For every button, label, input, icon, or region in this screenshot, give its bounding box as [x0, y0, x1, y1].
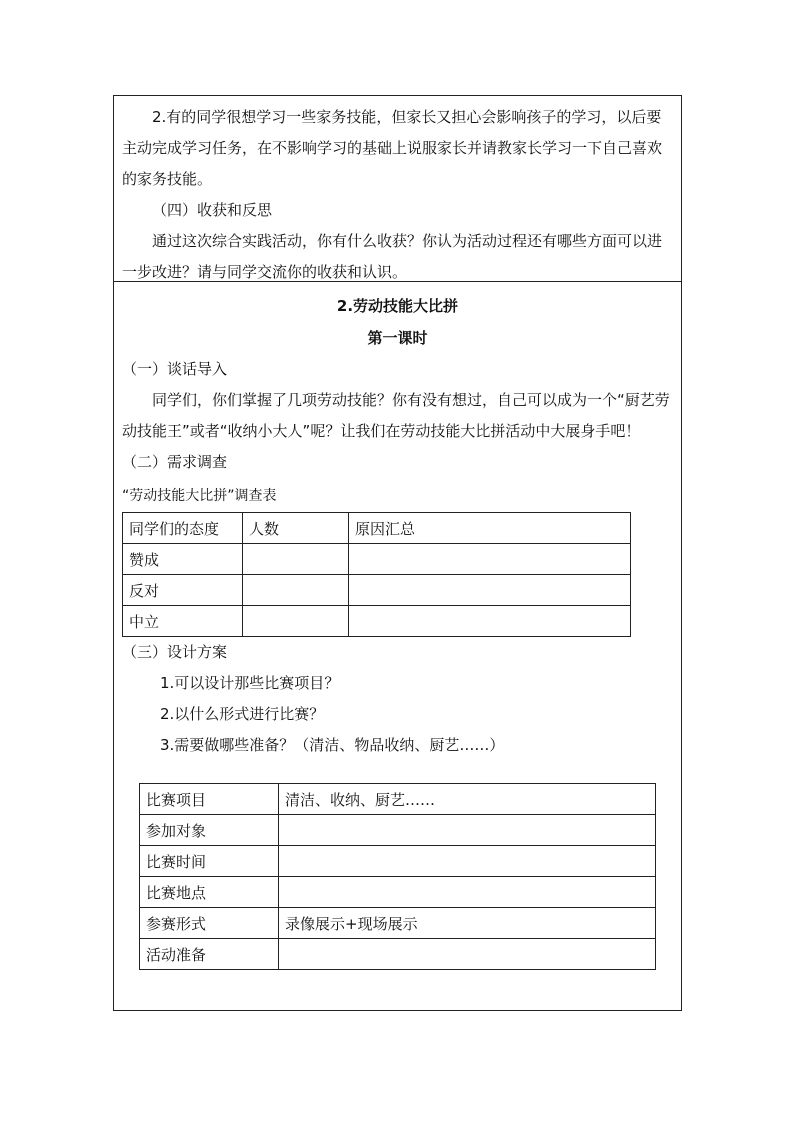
table-cell: 参赛形式 [140, 908, 279, 939]
heading-survey: （二）需求调查 [122, 453, 228, 471]
table-cell: 清洁、收纳、厨艺…… [279, 784, 656, 815]
heading-design-plan: （三）设计方案 [122, 643, 228, 661]
table-cell: 反对 [123, 575, 243, 606]
table-cell [279, 939, 656, 970]
heading-harvest-reflection: （四）收获和反思 [152, 201, 273, 219]
lesson-subtitle: 第一课时 [367, 329, 428, 347]
survey-table [122, 512, 631, 637]
paragraph-intro: 同学们，你们掌握了几项劳动技能？你有没有想过，自己可以成为一个“厨艺劳动技能王”或者“收纳小大人”呢？让我们在劳动技能大比拼活动中大展身手吧！ [122, 391, 670, 440]
lesson-title: 2.劳动技能大比拼 [336, 297, 459, 315]
table-row [140, 939, 656, 970]
table-header-cell: 同学们的态度 [123, 513, 243, 544]
table-cell: 赞成 [123, 544, 243, 575]
heading-intro: （一）谈话导入 [122, 360, 228, 378]
table-cell [243, 544, 349, 575]
table-header-cell: 人数 [243, 513, 349, 544]
section-reflection [114, 96, 681, 282]
table-cell: 参加对象 [140, 815, 279, 846]
question-item: 2.以什么形式进行比赛？ [160, 705, 325, 723]
table-cell: 比赛地点 [140, 877, 279, 908]
question-item: 3.需要做哪些准备？（清洁、物品收纳、厨艺……） [160, 736, 505, 754]
table-row [140, 784, 656, 815]
table-row [123, 606, 631, 637]
table-header-cell: 原因汇总 [349, 513, 631, 544]
table-cell [349, 575, 631, 606]
survey-caption: “劳动技能大比拼”调查表 [122, 488, 277, 504]
table-cell [279, 877, 656, 908]
table-cell [349, 544, 631, 575]
table-cell: 比赛项目 [140, 784, 279, 815]
table-row [140, 846, 656, 877]
table-row [140, 877, 656, 908]
section-labor-contest [114, 282, 681, 1010]
table-row [123, 544, 631, 575]
table-row [140, 815, 656, 846]
table-row [123, 513, 631, 544]
table-cell [243, 575, 349, 606]
question-item: 1.可以设计那些比赛项目？ [160, 674, 340, 692]
table-cell [279, 846, 656, 877]
table-cell [243, 606, 349, 637]
table-cell: 比赛时间 [140, 846, 279, 877]
table-row [140, 908, 656, 939]
table-cell: 中立 [123, 606, 243, 637]
table-cell [349, 606, 631, 637]
table-row [123, 575, 631, 606]
document-frame [113, 95, 682, 1011]
table-cell: 活动准备 [140, 939, 279, 970]
table-cell [279, 815, 656, 846]
table-cell: 录像展示+现场展示 [279, 908, 656, 939]
plan-table [139, 783, 656, 970]
paragraph-reflection-question: 通过这次综合实践活动，你有什么收获？你认为活动过程还有哪些方面可以进一步改进？请与同学交流你的收获和认识。 [122, 232, 663, 281]
paragraph-skills-advice: 2.有的同学很想学习一些家务技能，但家长又担心会影响孩子的学习，以后要主动完成学习任务，在不影响学习的基础上说服家长并请教家长学习一下自己喜欢的家务技能。 [122, 108, 663, 188]
